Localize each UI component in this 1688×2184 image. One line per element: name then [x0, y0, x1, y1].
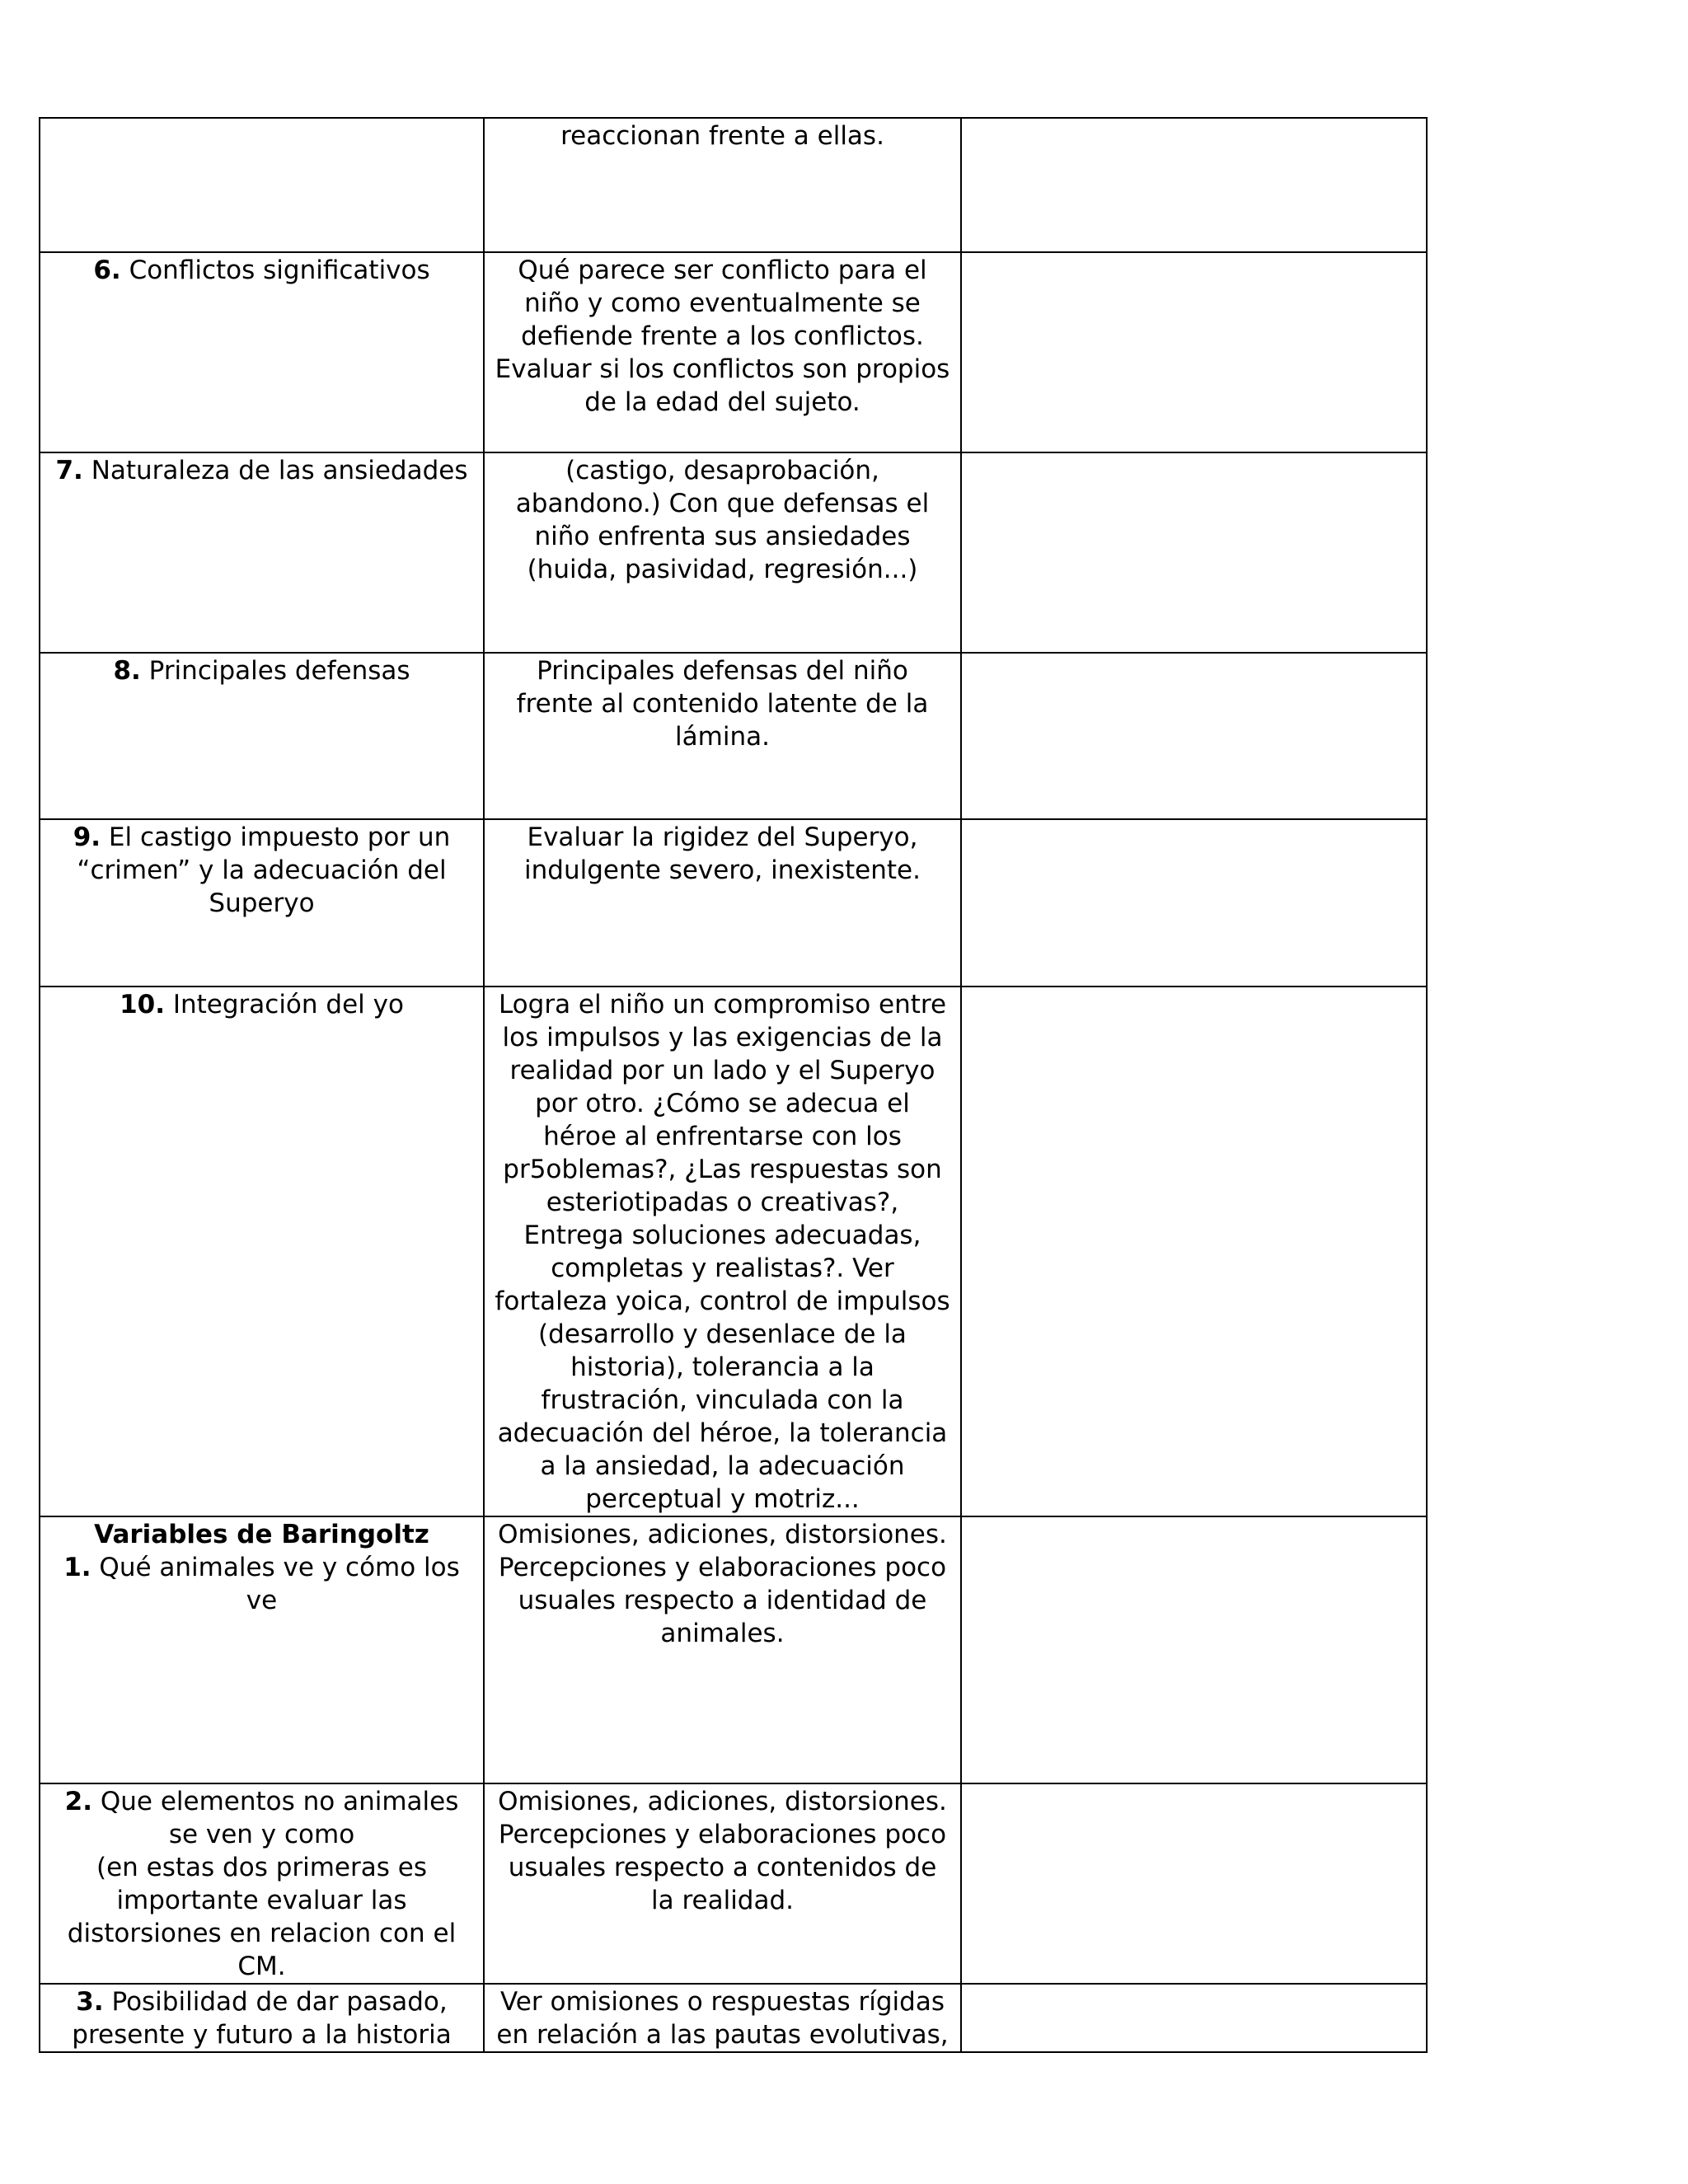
- description-text: Evaluar la rigidez del Superyo, indulgente severo, inexistente.: [524, 823, 921, 885]
- description-text: Omisiones, adiciones, distorsiones. Percepciones y elaboraciones poco usuales respecto a identidad de animales.: [498, 1520, 947, 1648]
- variable-number: 1.: [63, 1553, 91, 1582]
- table-row: [40, 1516, 1427, 1783]
- description-cell: [484, 452, 961, 653]
- variable-label: Posibilidad de dar pasado, presente y futuro a la historia: [72, 1987, 452, 2050]
- variable-label: El castigo impuesto por un “crimen” y la adecuación del Superyo: [77, 823, 451, 918]
- variable-number: 9.: [73, 823, 101, 852]
- description-text: Omisiones, adiciones, distorsiones. Percepciones y elaboraciones poco usuales respecto a contenidos de la realidad.: [498, 1787, 947, 1915]
- description-text: Ver omisiones o respuestas rígidas en relación a las pautas evolutivas,: [496, 1987, 949, 2050]
- variable-cell: [40, 1783, 484, 1984]
- variable-number: 6.: [93, 255, 121, 285]
- table-row: [40, 653, 1427, 819]
- variable-number: 8.: [113, 656, 141, 686]
- table-row: [40, 118, 1427, 252]
- table-row: [40, 1783, 1427, 1984]
- description-cell: [484, 653, 961, 819]
- table-row: [40, 1984, 1427, 2052]
- variable-cell: [40, 1984, 484, 2052]
- notes-cell: [961, 1783, 1427, 1984]
- notes-cell: [961, 819, 1427, 987]
- description-text: (castigo, desaprobación, abandono.) Con que defensas el niño enfrenta sus ansiedades (huida, pasividad, regresión...): [515, 456, 930, 584]
- variable-number: 2.: [64, 1787, 92, 1816]
- table-row: [40, 819, 1427, 987]
- variable-label: Principales defensas: [140, 656, 410, 686]
- notes-cell: [961, 452, 1427, 653]
- notes-cell: [961, 987, 1427, 1516]
- notes-text: [972, 820, 1416, 821]
- description-text: Principales defensas del niño frente al contenido latente de la lámina.: [516, 656, 929, 752]
- description-cell: [484, 118, 961, 252]
- variable-number: 10.: [120, 990, 165, 1019]
- description-cell: [484, 1984, 961, 2052]
- variable-number: 3.: [76, 1987, 104, 2017]
- description-text: Logra el niño un compromiso entre los impulsos y las exigencias de la realidad por un lado y el Superyo por otro. ¿Cómo se adecua el héroe al enfrentarse con los pr5oblemas?, ¿Las respuestas son esteriotipadas o creativas?, Entrega soluciones adecuadas, completas y realistas?. Ver fortaleza yoica, control de impulsos (desarrollo y desenlace de la historia), tolerancia a la frustración, vinculada con la adecuación del héroe, la tolerancia a la ansiedad, la adecuación perceptual y motriz...: [495, 990, 950, 1514]
- section-heading: Variables de Baringoltz: [94, 1520, 429, 1549]
- notes-cell: [961, 1984, 1427, 2052]
- variable-cell: [40, 987, 484, 1516]
- description-cell: [484, 819, 961, 987]
- variable-label: Naturaleza de las ansiedades: [82, 456, 468, 485]
- variable-cell: [40, 653, 484, 819]
- table-row: [40, 252, 1427, 452]
- table-row: [40, 452, 1427, 653]
- variable-cell: [40, 452, 484, 653]
- notes-text: [972, 119, 1416, 120]
- variable-cell: [40, 118, 484, 252]
- notes-text: [972, 453, 1416, 454]
- description-cell: [484, 1783, 961, 1984]
- notes-text: [972, 253, 1416, 254]
- description-cell: [484, 1516, 961, 1783]
- description-text: Qué parece ser conflicto para el niño y como eventualmente se defiende frente a los conflictos. Evaluar si los conflictos son propios de la edad del sujeto.: [495, 255, 950, 417]
- variable-note: (en estas dos primeras es importante evaluar las distorsiones en relacion con el CM.: [67, 1853, 457, 1981]
- variable-number: 7.: [55, 456, 83, 485]
- variable-label: Integración del yo: [164, 990, 404, 1019]
- description-text: reaccionan frente a ellas.: [560, 121, 884, 151]
- notes-text: [972, 987, 1416, 988]
- notes-cell: [961, 653, 1427, 819]
- variable-label: Conflictos significativos: [120, 255, 430, 285]
- variable-cell: [40, 819, 484, 987]
- table-row: [40, 987, 1427, 1516]
- variable-cell: [40, 1516, 484, 1783]
- variable-label: Qué animales ve y cómo los ve: [91, 1553, 460, 1615]
- notes-text: [972, 1517, 1416, 1518]
- description-cell: [484, 252, 961, 452]
- variables-table: [39, 117, 1428, 2053]
- notes-cell: [961, 252, 1427, 452]
- notes-cell: [961, 1516, 1427, 1783]
- notes-text: [972, 1784, 1416, 1785]
- description-cell: [484, 987, 961, 1516]
- variable-cell: [40, 252, 484, 452]
- notes-cell: [961, 118, 1427, 252]
- variable-label: Que elementos no animales se ven y como: [91, 1787, 459, 1849]
